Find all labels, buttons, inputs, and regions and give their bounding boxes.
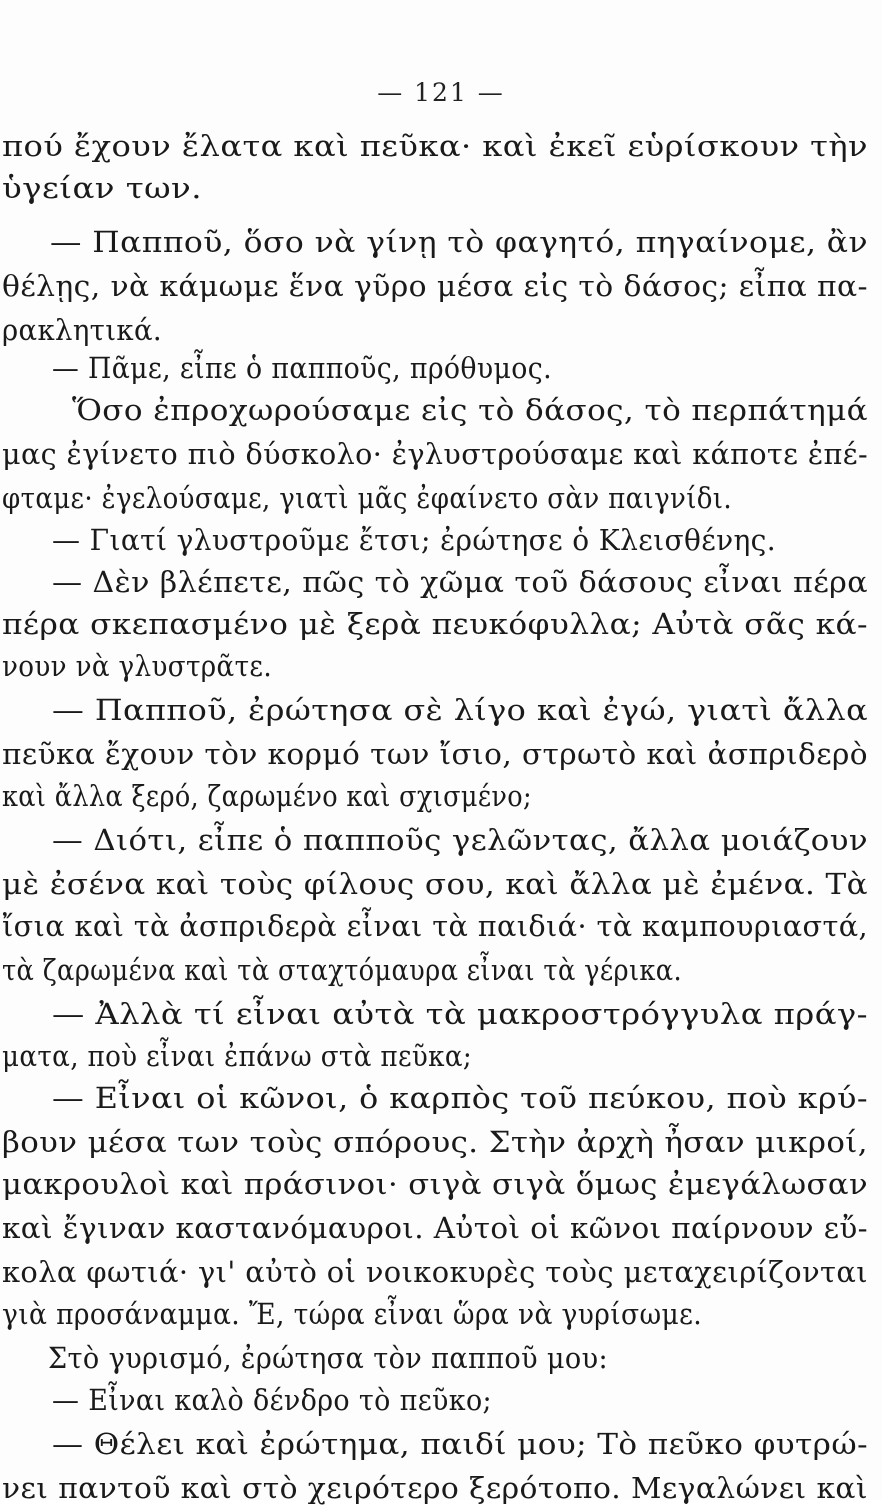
text-line: κολα φωτιά· γι' αὐτὸ οἱ νοικοκυρὲς τοὺς μεταχειρίζονται (2, 1255, 868, 1289)
text-line: τὰ ζαρωμένα καὶ τὰ σταχτόμαυρα εἶναι τὰ γέρικα. (2, 953, 682, 987)
text-line: πεῦκα ἔχουν τὸν κορμό των ἴσιο, στρωτὸ καὶ ἀσπριδερὸ (2, 737, 868, 771)
page-number: — 121 — (377, 78, 505, 107)
text-line: πού ἔχουν ἔλατα καὶ πεῦκα· καὶ ἐκεῖ εὑρίσκουν τὴν (2, 129, 868, 163)
text-line: πέρα σκεπασμένο μὲ ξερὰ πευκόφυλλα; Αὐτὰ σᾶς κά- (2, 607, 868, 641)
text-line: γιὰ προσάναμμα. Ἔ, τώρα εἶναι ὥρα νὰ γυρίσωμε. (2, 1297, 702, 1331)
text-line: — Πᾶμε, εἶπε ὁ παπποῦς, πρόθυμος. (52, 351, 552, 385)
text-line: μας ἐγίνετο πιὸ δύσκολο· ἐγλυστρούσαμε καὶ κάποτε ἐπέ- (2, 437, 868, 471)
text-line: καὶ ἄλλα ξερό, ζαρωμένο καὶ σχισμένο; (2, 779, 532, 813)
text-line: — Εἶναι οἱ κῶνοι, ὁ καρπὸς τοῦ πεύκου, ποὺ κρύ- (52, 1081, 868, 1115)
text-line: — Εἶναι καλὸ δένδρο τὸ πεῦκο; (52, 1383, 492, 1417)
text-line: θέλῃς, νὰ κάμωμε ἕνα γῦρο μέσα εἰς τὸ δάσος; εἶπα πα- (2, 269, 868, 303)
text-line: — Θέλει καὶ ἐρώτημα, παιδί μου; Τὸ πεῦκο φυτρώ- (52, 1427, 869, 1461)
text-line: — Γιατί γλυστροῦμε ἔτσι; ἐρώτησε ὁ Κλεισθένης. (52, 523, 776, 557)
text-line: βουν μέσα των τοὺς σπόρους. Στὴν ἀρχὴ ἦσαν μικροί, (2, 1125, 868, 1159)
text-line: ματα, ποὺ εἶναι ἐπάνω στὰ πεῦκα; (2, 1039, 472, 1073)
text-line: καὶ ἔγιναν καστανόμαυροι. Αὐτοὶ οἱ κῶνοι παίρνουν εὔ- (2, 1211, 868, 1245)
text-line: — Δὲν βλέπετε, πῶς τὸ χῶμα τοῦ δάσους εἶναι πέρα (52, 565, 868, 599)
text-line: ὑγείαν των. (2, 171, 203, 205)
text-line: — Ἀλλὰ τί εἶναι αὐτὰ τὰ μακροστρόγγυλα πράγ- (52, 997, 868, 1031)
text-line: — Παπποῦ, ὅσο νὰ γίνῃ τὸ φαγητό, πηγαίνομε, ἂν (50, 225, 868, 259)
text-line: μὲ ἐσένα καὶ τοὺς φίλους σου, καὶ ἄλλα μὲ ἐμένα. Τὰ (2, 867, 869, 901)
text-line: μακρουλοὶ καὶ πράσινοι· σιγὰ σιγὰ ὅμως ἐμεγάλωσαν (2, 1167, 868, 1201)
text-line: Ὅσο ἐπροχωρούσαμε εἰς τὸ δάσος, τὸ περπάτημά (72, 393, 868, 427)
text-line: Στὸ γυρισμό, ἐρώτησα τὸν παπποῦ μου: (48, 1341, 608, 1375)
text-line: — Παπποῦ, ἐρώτησα σὲ λίγο καὶ ἐγώ, γιατὶ ἄλλα (52, 693, 868, 727)
text-line: — Διότι, εἶπε ὁ παπποῦς γελῶντας, ἄλλα μοιάζουν (52, 823, 868, 857)
text-line: νει παντοῦ καὶ στὸ χειρότερο ξερότοπο. Μεγαλώνει καὶ (2, 1471, 868, 1505)
text-line: ρακλητικά. (2, 313, 162, 347)
text-line: φταμε· ἐγελούσαμε, γιατὶ μᾶς ἐφαίνετο σὰν παιγνίδι. (2, 481, 732, 515)
text-line: νουν νὰ γλυστρᾶτε. (2, 649, 272, 683)
text-line: ἴσια καὶ τὰ ἀσπριδερὰ εἶναι τὰ παιδιά· τὰ καμπουριαστά, (2, 909, 868, 943)
